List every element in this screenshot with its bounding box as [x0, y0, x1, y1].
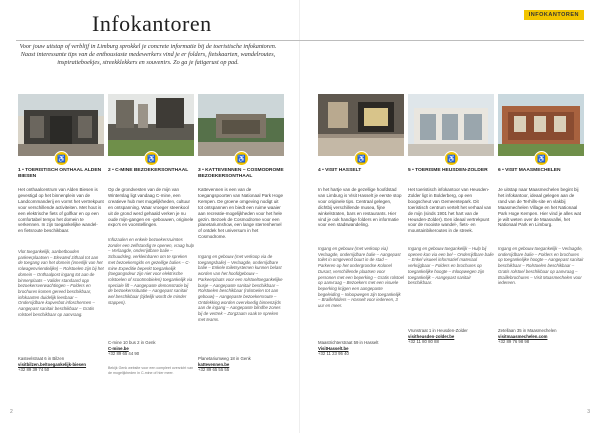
page-spine	[299, 0, 300, 433]
office-address: Maastrichterstraat 59 in Hasselt	[318, 340, 379, 345]
wheelchair-icon: ♿	[234, 151, 249, 166]
office-phone: +32 89 76 98 98	[498, 339, 530, 345]
office-photo-c-mine	[108, 94, 194, 156]
page-number-left: 2	[10, 409, 13, 415]
wheelchair-icon: ♿	[54, 151, 69, 166]
office-card-visit-hasselt	[318, 94, 404, 394]
office-photo-heusden-zolder	[408, 94, 494, 156]
office-title: 3 • KATTEVENNEN – COSMODROME BEZOEKERSONTHAAL	[198, 168, 284, 179]
office-card-c-mine	[108, 94, 194, 394]
office-contact	[198, 356, 284, 373]
office-photo-alden-biesen	[18, 94, 104, 156]
wheelchair-icon: ♿	[444, 151, 459, 166]
office-contact	[498, 328, 584, 345]
office-address: Vrunstraat 1 in Heusden-Zolder	[408, 328, 468, 333]
office-accessibility: Ingang en gebouw (met verkoop via) Verlaagde, onderrijdbare balie – Aangepast toilet in omgevend buurt in de stad – Parkeren op het ondergrondse Kolonel Dusart, verschillende plaatsen voor personen met een beperking – Gratis rolstoel op aanvraag – Bezoekers met een visuele beperking krijgen een aangepaste begeleiding – Inloopwegen zijn toegankelijk – Braillefolders – Hasselt voor iedereen, 3 uur en meer.	[318, 246, 404, 309]
office-photo-kattevennen	[198, 94, 284, 156]
office-title: 1 • TOERISTISCH ONTHAAL ALDEN BIESEN	[18, 168, 102, 179]
office-accessibility: Infozaalen en enkele bezoekersruimtes zonder een zelfstandig te openen, vraag hulp – Verlaagde, onderrijdbare balie – Schuudsleg, verkleinbaren om te spreken met bezoekersgids en gezellige balies – C-mine Expeditie beperkt toegankelijk (toegangsdeur zijn niet voor elektrische rolstoelen of scootmobielen) toegankelijk via speciale lift – Aangepaste demonstratie bij de bezoekerssituatie – Aangepast sanitair wel beschikbaar (tijdelijk wordt de minder stappen).	[108, 237, 195, 305]
office-website-link[interactable]: visitheusden-zolder.be	[408, 333, 455, 339]
office-website-link[interactable]: visitmaasmechelen.com	[498, 333, 548, 339]
office-photo-visit-hasselt	[318, 94, 404, 156]
office-accessibility: Vlot toegankelijk, aanbetbouden parkeerplaatsen – Elevated zithaal tot aan de toegang van het domein (innerlijk van het rolwagenvriendelijke) – Rolstoelen zijn bij het domein – Onthaalpost ingang tot aan de binnenplaats – Valider standaard opp bezoekersverwachtingen – Folders en brochures komen gereed beschikbaar, infokaarten duidelijk leesbaar – Onderrijdbare kapverbot infoschermen – Aangepast sanitair beschikbaar – Gratis rolstoel beschikbaar op aanvraag.	[18, 249, 104, 317]
page-title: Infokantoren	[92, 11, 212, 36]
office-address: C-mine 10 bus 2 in Genk	[108, 340, 156, 345]
office-description: In het hartje van de gezellige hoofdstad van Limburg is Visit Hasselt je eerste stop voor originele tips. Centraal gelegen, dichtbij verschillende musea, fijne winkelstraten, bars en restaurants. Hier vind je ook handige folders en informatie voor een stadswandeling.	[318, 187, 402, 228]
office-card-maasmechelen	[498, 94, 584, 394]
wheelchair-icon: ♿	[144, 151, 159, 166]
section-tag: INFOKANTOREN	[524, 10, 584, 20]
intro-text: Voor jouw uitstap of verblijf in Limburg sprokkel je concrete informatie bij de toeristische infokantoren. Naast interessante tips van de enthousiaste medewerkers vind je er folders, fietskaarten, wandelroutes, inspiratieboekjes, streekklekkers en souvenirs. Zo ga je fatigerust op pad.	[19, 43, 277, 67]
office-accessibility: Ingang en gebouw toegankelijk – Hulp bij openen kan via een bel – Onderrijdbare balie – Enkel visueel informatief materiaal verkrijgbaar – Folders en brochures op toegankelijke hoogte – Inloopwegen zijn toegankelijk – Aangepast sanitair beschikbaar.	[408, 246, 494, 286]
office-website-link[interactable]: kattevennen.be	[198, 361, 230, 367]
wheelchair-icon: ♿	[354, 151, 369, 166]
office-phone: +32 89 65 44 90	[108, 351, 140, 357]
office-title: 5 • TOERISME HEUSDEN-ZOLDER	[408, 168, 488, 173]
office-address: Kasteelstraat 6 in Bilzen	[18, 356, 65, 361]
office-title: 2 • C-MINE BEZOEKERSONTHAAL	[108, 168, 189, 173]
office-description: Het toeristisch infokantoor van Heusden-Zolder ligt in Bolderberg, op een boogscheut van Gemeentepark. Dit toeristisch centrum vertelt het verhaal van de mijn (sinds 1901 het hart van de Heusden-Zolder). Een ideaal vertrekpunt voor de mooiste wandel-, fiets- en mountainbikeroutes in de streek.	[408, 187, 492, 234]
office-title: 4 • VISIT HASSELT	[318, 168, 362, 173]
wheelchair-icon: ♿	[534, 151, 549, 166]
office-phone: +32 11 23 95 40	[318, 351, 349, 357]
office-phone: +32 89 65 55 55	[198, 367, 230, 373]
office-contact	[18, 356, 104, 373]
office-footnote: Bekijk Genk website voor een compleet overzicht van de mogelijkheden in C-mine of hier meer.	[108, 366, 194, 375]
office-accessibility: Ingang en gebouw toegankelijk – Verlaagde, onderrijdbare balie – Folders en brochures op toegankelijke hoogte – Aangepast sanitair beschikbaar – Rolstoelen beschikbaar – Gratis rolstoel beschikbaar op aanvraag – Braillebrochures – Visit Maasmechelen voor iedereen.	[498, 246, 584, 286]
office-address: Planetariumweg 18 in Genk	[198, 356, 251, 361]
office-contact	[318, 340, 404, 357]
page-number-right: 3	[587, 409, 590, 415]
office-phone: +32 11 80 80 88	[408, 339, 439, 345]
office-contact	[108, 340, 194, 357]
office-website-link[interactable]: C-mine.be	[108, 345, 129, 351]
office-accessibility: Ingang en gebouw (met verkoop via de toegangsbalie) – Verlaagde, onderrijdbare balie – Enkele toiletsystemen kunnen belast worden van het hoofdgebouw – Parkeerplaats voor een rolstoeltoegankelijke busje – Aangepaste sanitair beschikbaar – Rolstoelen beschikbaar (rolstoelen tot aan gebouw) – Aangepaste bezoekersroute – Ontdekking worden overvloedig binnenzijds aan de ingang – Aangepaste blindhe zones bij de vertrek – Zorgzaam vaak te spreken met teams.	[198, 254, 283, 322]
office-website-link[interactable]: visitbilzen.be/toegankelijk-biesen	[18, 361, 87, 367]
office-website-link[interactable]: VisitHasselt.be	[318, 345, 349, 351]
office-card-kattevennen	[198, 94, 284, 394]
office-card-heusden-zolder	[408, 94, 494, 394]
office-card-alden-biesen	[18, 94, 104, 394]
office-contact	[408, 328, 494, 345]
office-phone: +32 89 39 74 50	[18, 367, 50, 373]
office-description: Kattevennen is een van de toegangspoorten van Nationaal Park Hoge Kempen. De groene omgeving nodigt uit tot ontspannen en biedt een ruime waaier aan recreatie-mogelijkheden voor het hele gezin. Bezoek de Cosmodrome voor een planetariumshow, een lange sterrenhemel of ontdek het universum in het Cosmodrome.	[198, 187, 284, 240]
office-description: Je uitstap naar Maasmechelen begint bij het infokantoor, ideaal gelegen aan de rand van de Terhills-site en vlakbij Maasmechelen Village en het Nationaal Park Hoge Kempen. Hier vind je alles wat je wilt weten over de Maasvallei, het Nationaal Park en Limburg.	[498, 187, 582, 228]
office-photo-maasmechelen	[498, 94, 584, 156]
office-description: Het onthaalcentrum van Alden Biesen is gevestigd op het binnenplein van de Landcommanderij en vormt het vertrekpunt voor verschillende activiteiten. Met hout is een elektrische fiets of golfkar en op een comfortabel tempo het domein te verkennen. In zijn toegankelijke wandel- en fietsroute beschikbaar.	[18, 187, 104, 234]
office-description: Op de grondvesten van de mijn van Winterslag ligt vandaag C-mine, een creatieve hub met mogelijkheden, cultuur en ontspanning. Waar vroeger steenkool uit de grond werd gehaald verken je nu oude mijn-gangen en -gebouwen, originele expo's en voorstellingen.	[108, 187, 194, 228]
title-divider	[16, 40, 584, 41]
office-title: 6 • VISIT MAASMECHELEN	[498, 168, 561, 173]
office-address: Zetellaan 35 in Maasmechelen	[498, 328, 557, 333]
